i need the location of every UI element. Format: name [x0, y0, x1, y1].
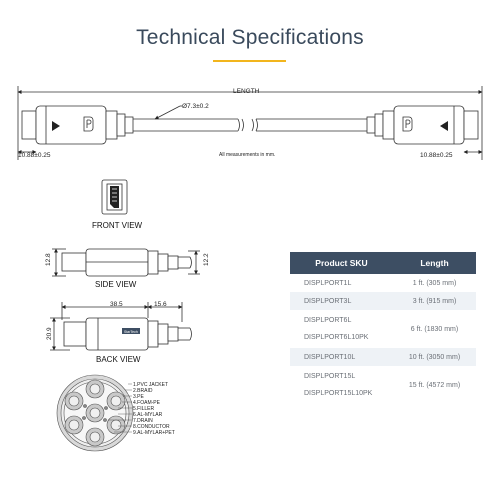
- side-right-dimension: 12.2: [203, 253, 210, 266]
- sku-line: DISPLPORT6L: [304, 317, 352, 324]
- cable-top-drawing: [18, 86, 482, 160]
- table-row: [290, 274, 476, 292]
- table-header-row: [290, 252, 476, 274]
- back-view-label: BACK VIEW: [96, 355, 141, 364]
- table-row: [290, 366, 476, 404]
- diameter-label: Ø7.3±0.2: [182, 103, 209, 110]
- sku-cell: [290, 366, 393, 404]
- sku-line: DISPLPORT6L10PK: [304, 334, 369, 341]
- table-row: [290, 310, 476, 348]
- back-view-drawing: [50, 302, 192, 350]
- length-cell: 3 ft. (915 mm): [393, 292, 476, 310]
- sku-cell: [290, 310, 393, 348]
- length-cell: 1 ft. (305 mm): [412, 279, 457, 287]
- table-row: [290, 348, 476, 366]
- length-label: LENGTH: [233, 88, 260, 95]
- cable-cross-section: [57, 375, 133, 451]
- end-left-dimension: 10.88±0.25: [18, 152, 51, 159]
- front-view-drawing: [102, 180, 127, 214]
- side-view-drawing: [52, 249, 200, 276]
- table-row: [290, 292, 476, 310]
- side-view-label: SIDE VIEW: [95, 280, 137, 289]
- header-length: Length: [393, 252, 476, 274]
- header-product-sku: Product SKU: [290, 252, 393, 274]
- front-view-label: FRONT VIEW: [92, 221, 143, 230]
- sku-length-table: [290, 252, 476, 404]
- end-right-dimension: 10.88±0.25: [420, 152, 453, 159]
- cable-layer-label: 8.CONDUCTOR: [133, 424, 170, 430]
- length-cell: 15 ft. (4572 mm): [408, 381, 461, 389]
- cable-layer-label: 2.BRAID: [133, 388, 153, 394]
- page-title: Technical Specifications: [136, 26, 364, 49]
- measurement-note: All measurements in mm.: [219, 152, 276, 158]
- length-cell: 10 ft. (3050 mm): [393, 348, 476, 366]
- back-top-dimension-1: 38.5: [110, 301, 123, 308]
- sku-cell: DISPLPORT1L: [304, 279, 352, 287]
- cable-layer-label: 6.AL-MYLAR: [133, 412, 163, 418]
- back-left-dimension: 20.9: [46, 327, 53, 340]
- cable-layer-label: 1.PVC JACKET: [133, 382, 169, 388]
- back-top-dimension-2: 15.6: [154, 301, 167, 308]
- cable-layer-label: 3.PE: [133, 394, 144, 400]
- side-left-dimension: 12.8: [45, 253, 52, 266]
- connector-logo-text: StarTech: [124, 330, 138, 334]
- cable-layer-label: 7.DRAIN: [133, 418, 153, 424]
- sku-cell: DISPLPORT10L: [290, 348, 393, 366]
- sku-cell: DISPLPORT3L: [290, 292, 393, 310]
- cable-layer-label: 9.AL-MYLAR+PET: [133, 430, 175, 436]
- cable-layer-label: 4.FOAM-PE: [133, 400, 160, 406]
- cable-layer-label: 5.FILLER: [133, 406, 155, 412]
- length-cell: 6 ft. (1830 mm): [410, 325, 459, 333]
- sku-line: DISPLPORT15L10PK: [304, 390, 373, 397]
- sku-line: DISPLPORT15L: [304, 373, 356, 380]
